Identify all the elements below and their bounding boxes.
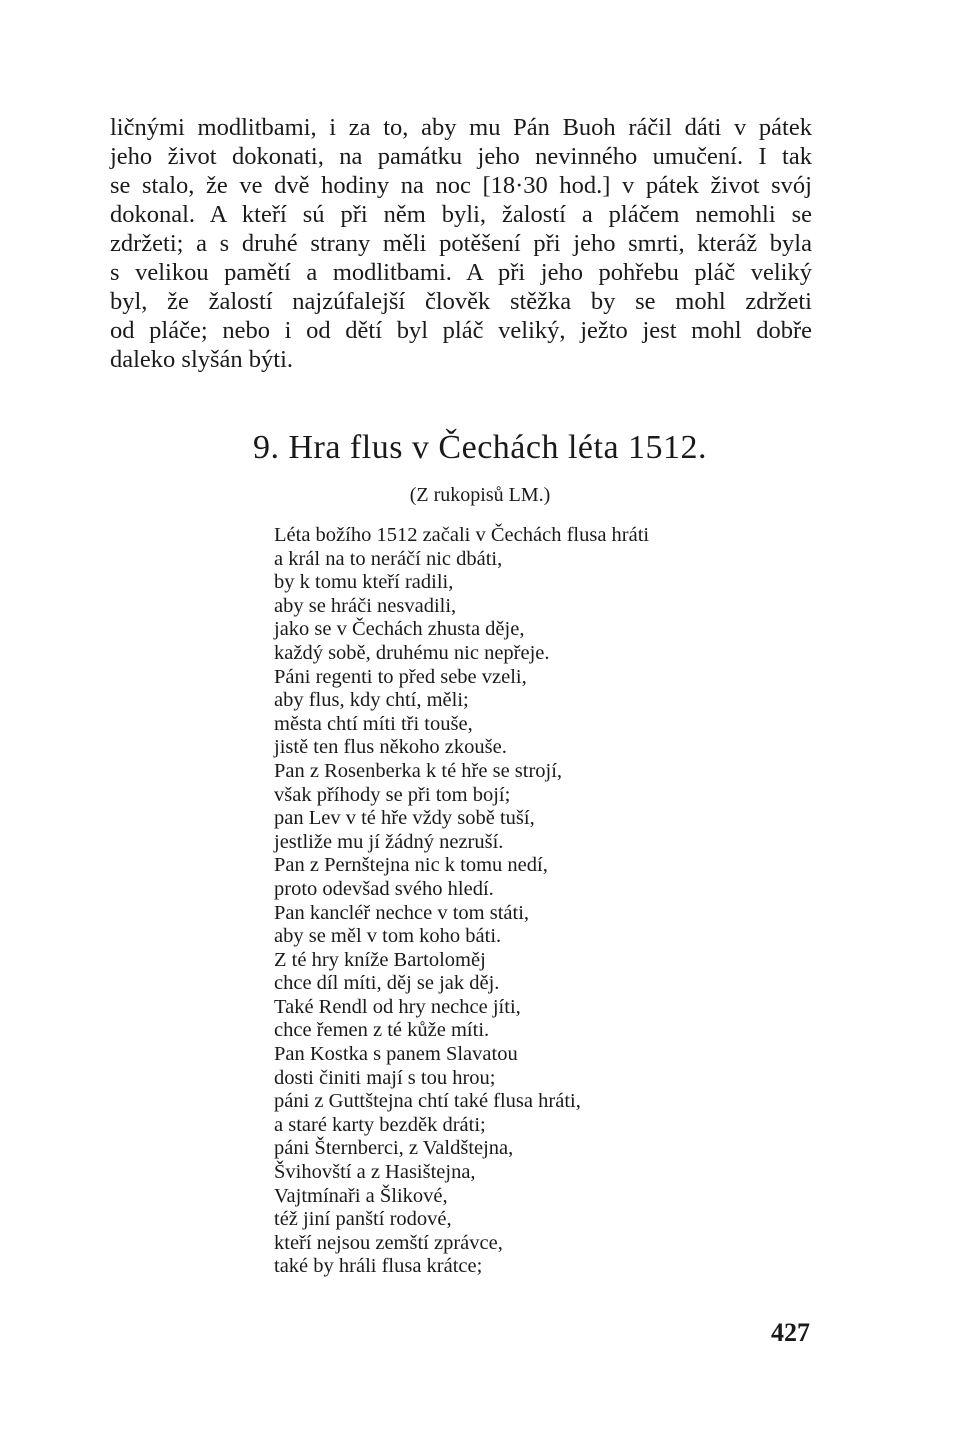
chapter-source: (Z rukopisů LM.) xyxy=(409,484,551,506)
verse-line: Švihovští a z Hasištejna, xyxy=(274,1161,476,1184)
verse-line: a král na to neráčí nic dbáti, xyxy=(274,547,503,570)
verse-line: Vajtmínaři a Šlikové, xyxy=(274,1184,448,1207)
verse-line: také by hráli flusa krátce; xyxy=(274,1255,483,1278)
verse-line: Pan z Pernštejna nic k tomu nedí, xyxy=(274,854,548,877)
verse-line: páni z Guttštejna chtí také flusa hráti, xyxy=(274,1090,581,1113)
verse-line: Pan kancléř nechce v tom státi, xyxy=(274,901,530,924)
verse-line: aby flus, kdy chtí, měli; xyxy=(274,689,469,712)
verse-line: Z té hry kníže Bartoloměj xyxy=(274,948,486,971)
prose-paragraph xyxy=(110,113,812,374)
chapter-heading: 9. Hra flus v Čechách léta 1512. xyxy=(252,429,708,466)
verse-line: každý sobě, druhému nic nepřeje. xyxy=(274,641,550,664)
verse-line: Páni regenti to před sebe vzeli, xyxy=(274,665,527,688)
verse-line: by k tomu kteří radili, xyxy=(274,571,454,594)
verse-line: chce řemen z té kůže míti. xyxy=(274,1019,490,1042)
prose-line: byl, že žalostí najzúfalejší člověk stěžka by se mohl zdržeti xyxy=(110,288,812,315)
verse-block xyxy=(274,524,814,1279)
verse-line: však příhody se při tom bojí; xyxy=(274,783,511,806)
prose-line: jeho život dokonati, na památku jeho nevinného umučení. I tak xyxy=(110,143,812,170)
verse-line: Pan z Rosenberka k té hře se strojí, xyxy=(274,759,563,782)
prose-line: daleko slyšán býti. xyxy=(110,346,294,373)
verse-line: též jiní panští rodové, xyxy=(274,1208,452,1231)
verse-line: Také Rendl od hry nechce jíti, xyxy=(274,995,521,1018)
verse-line: jestliže mu jí žádný nezruší. xyxy=(274,830,504,853)
verse-line: páni Šternberci, z Valdštejna, xyxy=(274,1137,514,1160)
verse-line: aby se měl v tom koho báti. xyxy=(274,925,502,948)
verse-line: dosti činiti mají s tou hrou; xyxy=(274,1066,496,1089)
verse-line: Pan Kostka s panem Slavatou xyxy=(274,1043,518,1066)
verse-line: proto odevšad svého hledí. xyxy=(274,877,494,900)
page-number: 427 xyxy=(771,1318,810,1347)
verse-line: chce díl míti, děj se jak děj. xyxy=(274,972,500,995)
verse-line: města chtí míti tři touše, xyxy=(274,712,473,735)
prose-line: s velikou pamětí a modlitbami. A při jeho pohřebu pláč veliký xyxy=(110,259,812,286)
verse-line: aby se hráči nesvadili, xyxy=(274,594,457,617)
prose-line: dokonal. A kteří sú při něm byli, žalostí a pláčem nemohli se xyxy=(110,201,812,228)
verse-line: kteří nejsou zemští zprávce, xyxy=(274,1231,503,1254)
prose-line: od pláče; nebo i od dětí byl pláč veliký, ježto jest mohl dobře xyxy=(110,317,812,344)
verse-line: pan Lev v té hře vždy sobě tuší, xyxy=(274,807,535,830)
verse-line: jako se v Čechách zhusta děje, xyxy=(274,618,525,641)
verse-line: jistě ten flus někoho zkouše. xyxy=(274,736,507,759)
prose-line: se stalo, že ve dvě hodiny na noc [18·30 hod.] v pátek život svój xyxy=(110,172,812,199)
verse-line: a staré karty bezděk dráti; xyxy=(274,1113,486,1136)
prose-line: zdržeti; a s druhé strany měli potěšení při jeho smrti, kteráž byla xyxy=(110,230,812,257)
prose-line: ličnými modlitbami, i za to, aby mu Pán Buoh ráčil dáti v pátek xyxy=(110,114,812,141)
verse-line: Léta božího 1512 začali v Čechách flusa hráti xyxy=(274,524,650,546)
